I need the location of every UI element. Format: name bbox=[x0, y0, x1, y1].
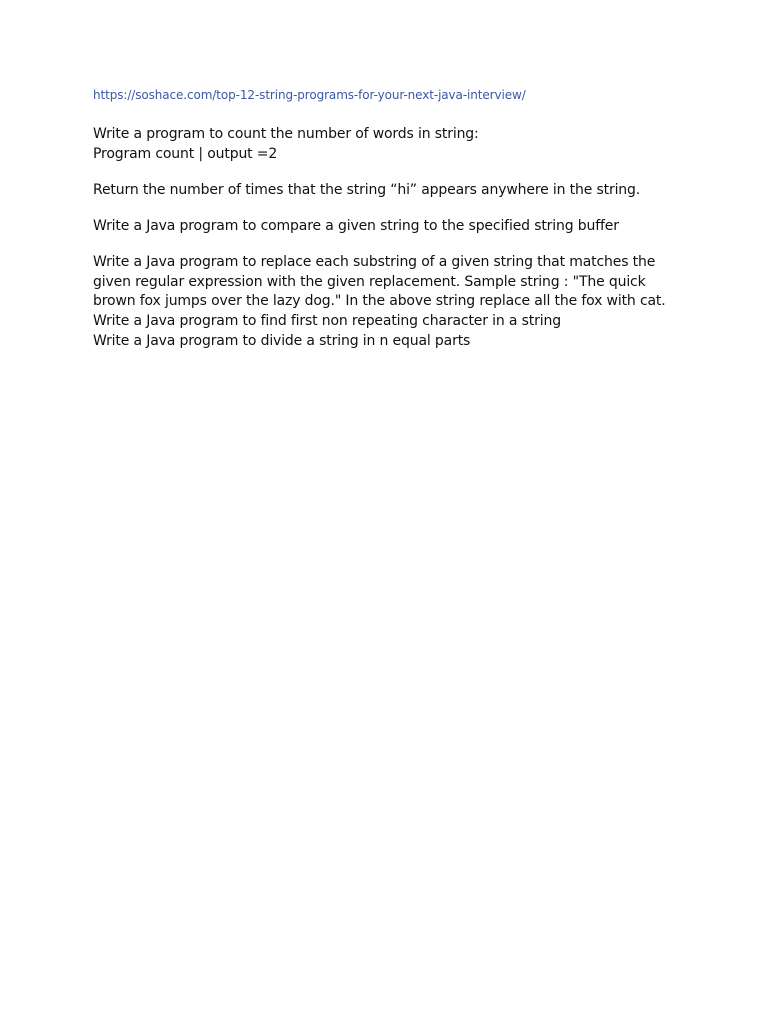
count-words-line-2: Program count | output =2 bbox=[93, 146, 278, 162]
source-link[interactable]: https://soshace.com/top-12-string-programs-for-your-next-java-interview/ bbox=[93, 88, 526, 102]
count-words-line-1: Write a program to count the number of words in string: bbox=[93, 126, 479, 142]
hi-count-line: Return the number of times that the string “hi” appears anywhere in the string. bbox=[93, 182, 641, 198]
divide-string-line: Write a Java program to divide a string in n equal parts bbox=[93, 333, 471, 349]
replace-regex-line-3: brown fox jumps over the lazy dog." In the above string replace all the fox with cat. bbox=[93, 293, 666, 309]
replace-regex-line-1: Write a Java program to replace each substring of a given string that matches the bbox=[93, 254, 656, 270]
compare-buffer-line: Write a Java program to compare a given string to the specified string buffer bbox=[93, 218, 619, 234]
non-repeating-line: Write a Java program to find first non repeating character in a string bbox=[93, 313, 561, 329]
replace-regex-line-2: given regular expression with the given replacement. Sample string : "The quick bbox=[93, 274, 646, 290]
